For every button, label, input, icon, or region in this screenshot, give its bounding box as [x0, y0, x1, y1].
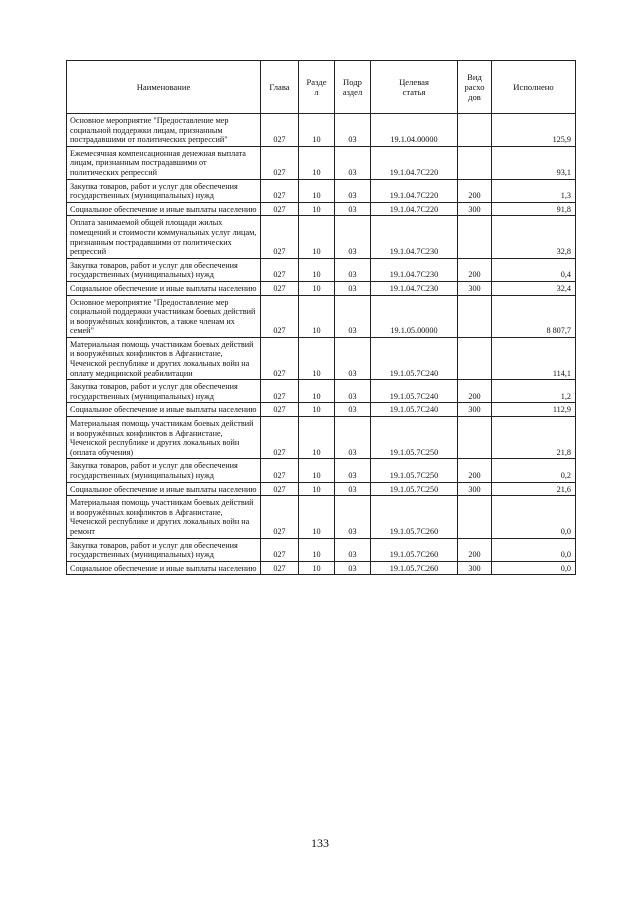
cell-executed: 21,6 [492, 482, 576, 496]
cell-target: 19.1.05.7С260 [371, 496, 458, 538]
cell-executed: 125,9 [492, 114, 576, 147]
table-row [67, 295, 576, 337]
cell-executed: 0,0 [492, 561, 576, 575]
cell-chapter: 027 [261, 380, 299, 403]
table-row [67, 561, 576, 575]
cell-chapter: 027 [261, 114, 299, 147]
cell-target: 19.1.04.7С230 [371, 216, 458, 258]
budget-table [66, 60, 576, 575]
cell-chapter: 027 [261, 146, 299, 179]
cell-executed: 8 807,7 [492, 295, 576, 337]
table-row [67, 496, 576, 538]
header-section: Разде л [299, 61, 335, 114]
cell-section: 10 [299, 146, 335, 179]
cell-name: Социальное обеспечение и иные выплаты населению [67, 403, 261, 417]
table-row [67, 417, 576, 459]
cell-section: 10 [299, 216, 335, 258]
cell-expense-type: 200 [458, 380, 492, 403]
cell-name: Ежемесячная компенсационная денежная выплата лицам, признанным пострадавшими от политических репрессий [67, 146, 261, 179]
cell-expense-type: 200 [458, 258, 492, 281]
cell-target: 19.1.04.7С220 [371, 202, 458, 216]
cell-chapter: 027 [261, 179, 299, 202]
cell-name: Материальная помощь участникам боевых действий и вооружённых конфликтов в Афганистане, Чеченской республике и других локальных войн на оплату медицинской реабилитации [67, 337, 261, 379]
cell-name: Социальное обеспечение и иные выплаты населению [67, 281, 261, 295]
page-number: 133 [311, 836, 329, 850]
cell-name: Закупка товаров, работ и услуг для обеспечения государственных (муниципальных) нужд [67, 538, 261, 561]
cell-section: 10 [299, 258, 335, 281]
cell-subsection: 03 [335, 482, 371, 496]
cell-target: 19.1.04.7С220 [371, 146, 458, 179]
table-row [67, 202, 576, 216]
cell-section: 10 [299, 561, 335, 575]
table-row [67, 403, 576, 417]
cell-subsection: 03 [335, 216, 371, 258]
table-row [67, 482, 576, 496]
cell-target: 19.1.04.7С230 [371, 281, 458, 295]
cell-subsection: 03 [335, 538, 371, 561]
cell-chapter: 027 [261, 538, 299, 561]
cell-expense-type [458, 337, 492, 379]
cell-executed: 0,4 [492, 258, 576, 281]
table-row [67, 114, 576, 147]
cell-executed: 91,8 [492, 202, 576, 216]
cell-executed: 0,0 [492, 538, 576, 561]
cell-executed: 112,9 [492, 403, 576, 417]
cell-subsection: 03 [335, 417, 371, 459]
cell-chapter: 027 [261, 202, 299, 216]
cell-section: 10 [299, 482, 335, 496]
cell-chapter: 027 [261, 337, 299, 379]
cell-expense-type: 200 [458, 179, 492, 202]
header-executed: Исполнено [492, 61, 576, 114]
table-row [67, 281, 576, 295]
cell-section: 10 [299, 295, 335, 337]
cell-expense-type [458, 417, 492, 459]
cell-executed: 32,8 [492, 216, 576, 258]
cell-executed: 32,4 [492, 281, 576, 295]
cell-chapter: 027 [261, 417, 299, 459]
cell-name: Материальная помощь участникам боевых действий и вооружённых конфликтов в Афганистане, Чеченской республике и других локальных войн (оплата обучения) [67, 417, 261, 459]
cell-subsection: 03 [335, 380, 371, 403]
cell-subsection: 03 [335, 403, 371, 417]
cell-subsection: 03 [335, 459, 371, 482]
cell-name: Закупка товаров, работ и услуг для обеспечения государственных (муниципальных) нужд [67, 179, 261, 202]
table-body [67, 114, 576, 575]
cell-target: 19.1.04.00000 [371, 114, 458, 147]
cell-chapter: 027 [261, 258, 299, 281]
cell-subsection: 03 [335, 179, 371, 202]
cell-target: 19.1.05.00000 [371, 295, 458, 337]
cell-section: 10 [299, 403, 335, 417]
header-chapter: Глава [261, 61, 299, 114]
cell-target: 19.1.05.7С240 [371, 337, 458, 379]
cell-target: 19.1.05.7С250 [371, 482, 458, 496]
cell-subsection: 03 [335, 295, 371, 337]
cell-executed: 1,2 [492, 380, 576, 403]
cell-target: 19.1.05.7С260 [371, 538, 458, 561]
cell-target: 19.1.05.7С250 [371, 459, 458, 482]
header-target: Целевая статья [371, 61, 458, 114]
cell-executed: 93,1 [492, 146, 576, 179]
cell-executed: 114,1 [492, 337, 576, 379]
cell-name: Материальная помощь участникам боевых действий и вооружённых конфликтов в Афганистане, Чеченской республике и других локальных войн на ремонт [67, 496, 261, 538]
cell-section: 10 [299, 459, 335, 482]
cell-subsection: 03 [335, 281, 371, 295]
cell-expense-type: 300 [458, 482, 492, 496]
cell-section: 10 [299, 496, 335, 538]
cell-expense-type: 300 [458, 403, 492, 417]
cell-subsection: 03 [335, 337, 371, 379]
cell-subsection: 03 [335, 202, 371, 216]
cell-chapter: 027 [261, 403, 299, 417]
table-row [67, 380, 576, 403]
cell-target: 19.1.05.7С240 [371, 380, 458, 403]
cell-chapter: 027 [261, 216, 299, 258]
cell-expense-type: 300 [458, 561, 492, 575]
cell-chapter: 027 [261, 496, 299, 538]
cell-name: Основное мероприятие "Предоставление мер социальной поддержки участникам боевых действий и вооружённых конфликтов, а также членам их семей" [67, 295, 261, 337]
cell-target: 19.1.05.7С240 [371, 403, 458, 417]
cell-expense-type [458, 295, 492, 337]
cell-section: 10 [299, 202, 335, 216]
table-row [67, 337, 576, 379]
cell-chapter: 027 [261, 281, 299, 295]
cell-chapter: 027 [261, 459, 299, 482]
cell-section: 10 [299, 337, 335, 379]
cell-expense-type: 300 [458, 202, 492, 216]
cell-target: 19.1.05.7С260 [371, 561, 458, 575]
cell-target: 19.1.05.7С250 [371, 417, 458, 459]
cell-executed: 0,0 [492, 496, 576, 538]
cell-expense-type [458, 496, 492, 538]
cell-section: 10 [299, 380, 335, 403]
header-subsection: Подр аздел [335, 61, 371, 114]
cell-chapter: 027 [261, 482, 299, 496]
cell-subsection: 03 [335, 496, 371, 538]
table-row [67, 459, 576, 482]
table-row [67, 179, 576, 202]
header-name: Наименование [67, 61, 261, 114]
cell-name: Закупка товаров, работ и услуг для обеспечения государственных (муниципальных) нужд [67, 380, 261, 403]
cell-chapter: 027 [261, 561, 299, 575]
cell-section: 10 [299, 114, 335, 147]
table-row [67, 216, 576, 258]
table-row [67, 258, 576, 281]
cell-name: Закупка товаров, работ и услуг для обеспечения государственных (муниципальных) нужд [67, 258, 261, 281]
cell-expense-type [458, 216, 492, 258]
table-row [67, 146, 576, 179]
cell-section: 10 [299, 538, 335, 561]
cell-name: Социальное обеспечение и иные выплаты населению [67, 202, 261, 216]
cell-executed: 0,2 [492, 459, 576, 482]
cell-target: 19.1.04.7С230 [371, 258, 458, 281]
cell-name: Оплата занимаемой общей площади жилых помещений и стоимости коммунальных услуг лицам, признанным пострадавшими от политических репрессий [67, 216, 261, 258]
cell-section: 10 [299, 281, 335, 295]
cell-expense-type [458, 146, 492, 179]
cell-subsection: 03 [335, 146, 371, 179]
cell-name: Социальное обеспечение и иные выплаты населению [67, 482, 261, 496]
cell-target: 19.1.04.7С220 [371, 179, 458, 202]
cell-section: 10 [299, 417, 335, 459]
cell-expense-type [458, 114, 492, 147]
cell-expense-type: 300 [458, 281, 492, 295]
header-expense-type: Вид расхо дов [458, 61, 492, 114]
cell-expense-type: 200 [458, 459, 492, 482]
cell-subsection: 03 [335, 114, 371, 147]
cell-name: Основное мероприятие "Предоставление мер социальной поддержки лицам, признанным пострадавшими от политических репрессий" [67, 114, 261, 147]
cell-name: Закупка товаров, работ и услуг для обеспечения государственных (муниципальных) нужд [67, 459, 261, 482]
cell-subsection: 03 [335, 561, 371, 575]
cell-expense-type: 200 [458, 538, 492, 561]
cell-section: 10 [299, 179, 335, 202]
table-row [67, 538, 576, 561]
cell-executed: 1,3 [492, 179, 576, 202]
cell-name: Социальное обеспечение и иные выплаты населению [67, 561, 261, 575]
table-header-row [67, 61, 576, 114]
cell-chapter: 027 [261, 295, 299, 337]
cell-executed: 21,8 [492, 417, 576, 459]
cell-subsection: 03 [335, 258, 371, 281]
